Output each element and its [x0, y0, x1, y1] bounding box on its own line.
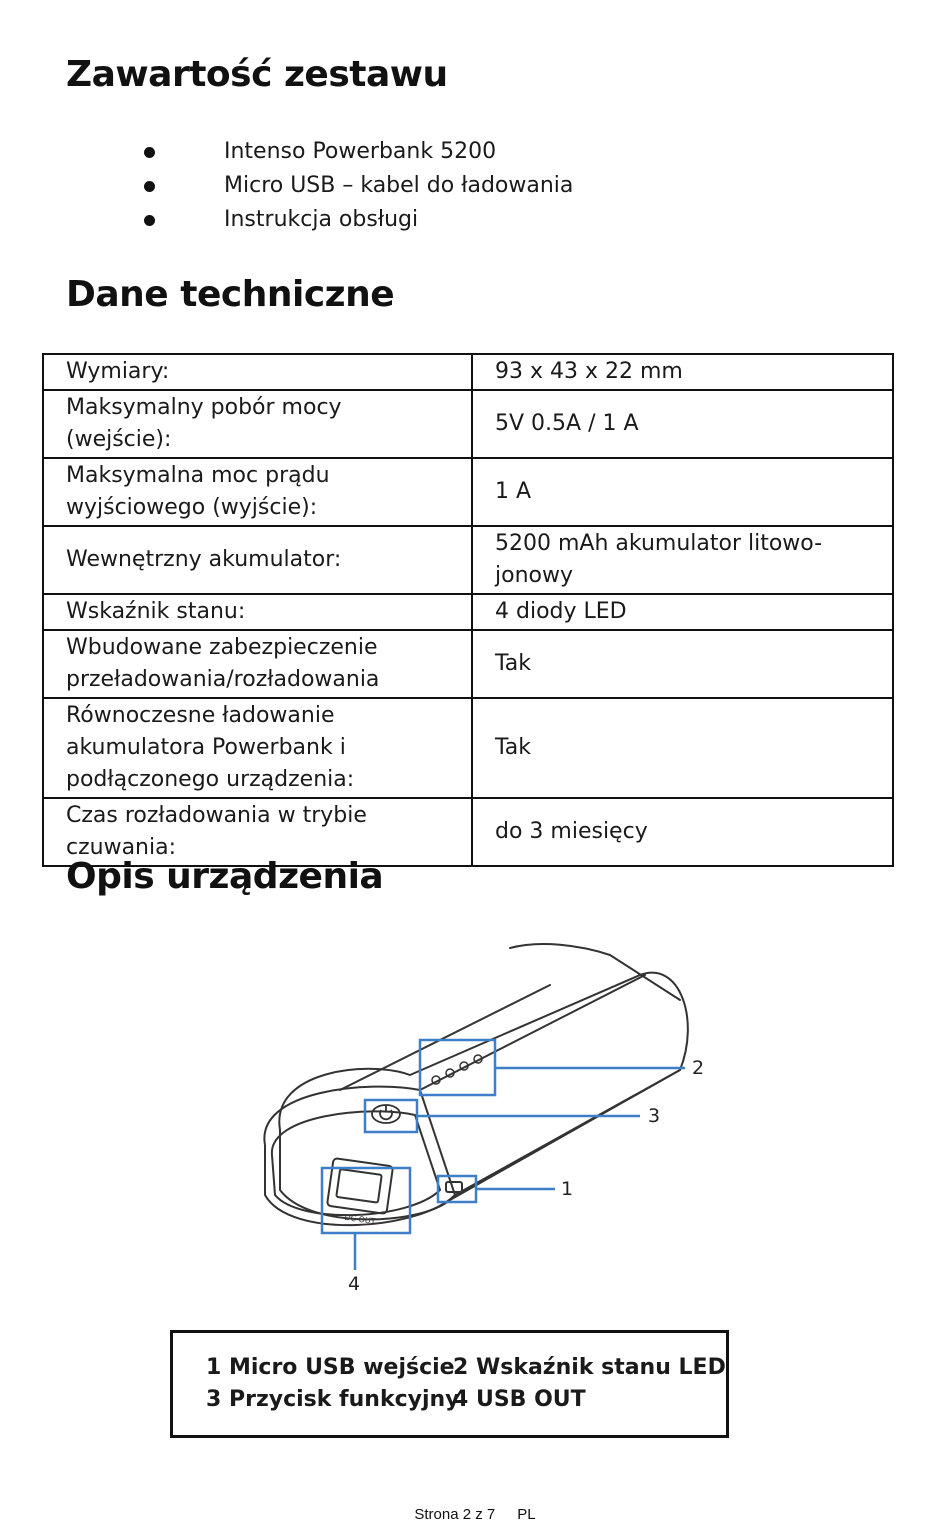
spec-value: Tak [472, 698, 893, 798]
spec-value: Tak [472, 630, 893, 698]
spec-value: do 3 miesięcy [472, 798, 893, 866]
legend-item: 4 USB OUT [453, 1387, 586, 1412]
spec-label: Maksymalny pobór mocy (wejście): [43, 390, 472, 458]
powerbank-diagram [250, 940, 730, 1300]
page-footer [0, 1506, 950, 1523]
spec-value: 4 diody LED [472, 594, 893, 630]
spec-value: 5200 mAh akumulator litowo-jonowy [472, 526, 893, 594]
section-title-contents: Zawartość zestawu [66, 54, 448, 95]
table-row [43, 594, 893, 630]
spec-value: 93 x 43 x 22 mm [472, 354, 893, 390]
table-row [43, 458, 893, 526]
bullet-icon [144, 181, 155, 192]
highlight-led-box [420, 1040, 495, 1095]
table-row [43, 390, 893, 458]
spec-value: 1 A [472, 458, 893, 526]
bullet-icon [144, 147, 155, 158]
callout-highlights [322, 1040, 495, 1233]
list-item [140, 135, 573, 169]
list-item-text: Micro USB – kabel do ładowania [224, 173, 574, 198]
section-title-description: Opis urządzenia [66, 856, 384, 897]
bullet-icon [144, 215, 155, 226]
table-row [43, 526, 893, 594]
table-row [43, 698, 893, 798]
page-number: Strona 2 z 7 [414, 1506, 496, 1523]
specs-table [42, 353, 894, 867]
contents-list [140, 135, 573, 237]
spec-label: Maksymalna moc prądu wyjściowego (wyjście): [43, 458, 472, 526]
section-title-specs: Dane techniczne [66, 274, 395, 315]
spec-label: Wewnętrzny akumulator: [43, 526, 472, 594]
spec-label: Wbudowane zabezpieczenie przeładowania/rozładowania [43, 630, 472, 698]
spec-label: Wskaźnik stanu: [43, 594, 472, 630]
legend-item: 1 Micro USB wejście [206, 1355, 455, 1380]
callout-label-3: 3 [648, 1105, 661, 1127]
spec-value: 5V 0.5A / 1 A [472, 390, 893, 458]
list-item [140, 203, 573, 237]
callout-label-4: 4 [348, 1273, 361, 1295]
port-label: DC OUT [343, 1212, 377, 1227]
legend-item: 3 Przycisk funkcyjny [206, 1387, 460, 1412]
language-code: PL [517, 1506, 536, 1523]
led-indicators [432, 1055, 482, 1084]
spec-label: Wymiary: [43, 354, 472, 390]
spec-label: Czas rozładowania w trybie czuwania: [43, 798, 472, 866]
legend-item: 2 Wskaźnik stanu LED [453, 1355, 726, 1380]
power-button-icon [372, 1105, 400, 1123]
list-item-text: Intenso Powerbank 5200 [224, 139, 497, 164]
list-item [140, 169, 573, 203]
spec-label: Równoczesne ładowanie akumulatora Powerbank i podłączonego urządzenia: [43, 698, 472, 798]
list-item-text: Instrukcja obsługi [224, 207, 419, 232]
callout-label-1: 1 [561, 1178, 574, 1200]
table-row [43, 354, 893, 390]
callout-label-2: 2 [692, 1057, 705, 1079]
table-row [43, 630, 893, 698]
legend-box [170, 1330, 729, 1438]
